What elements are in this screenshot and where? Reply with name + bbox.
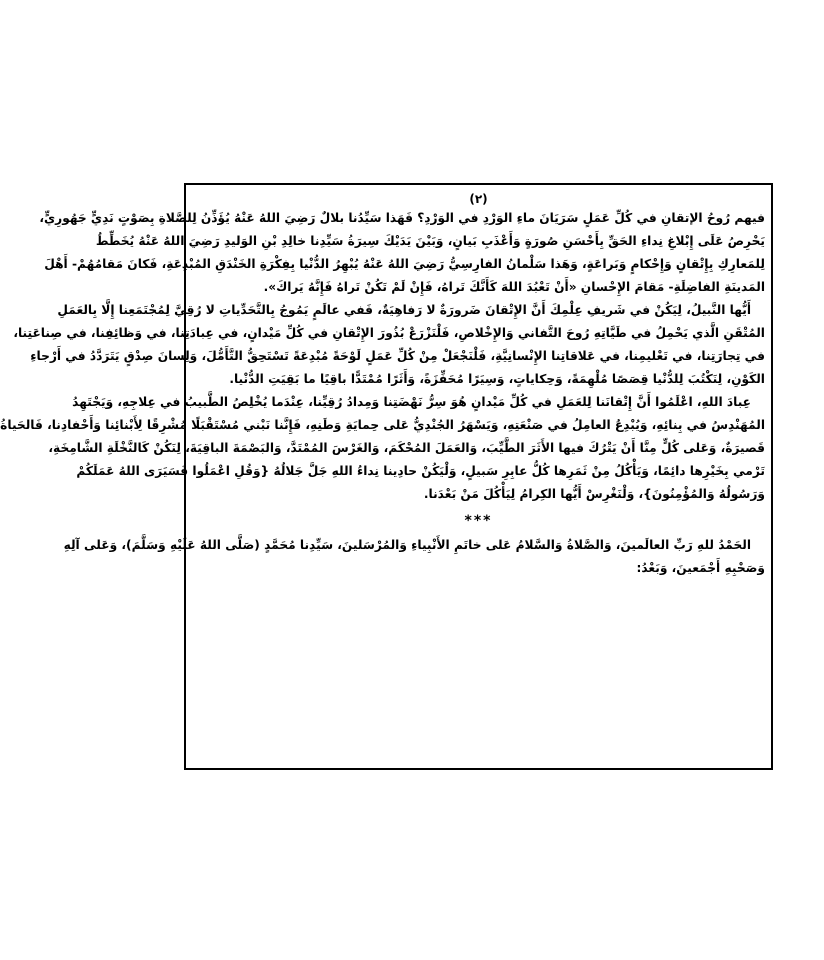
paragraph-2 xyxy=(13,299,765,391)
closing-paragraph xyxy=(63,534,765,580)
paragraph-1 xyxy=(39,207,765,299)
text-line: المَدينَةِ الفاضِلَةِ- مَقامَ الإِحْسانِ «أَنْ تَعْبُدَ اللهَ كَأَنَّكَ تَراهُ، فَإِنْ لَمْ تَكُنْ تَراهُ فَإِنَّهُ يَراكَ». xyxy=(263,280,765,294)
section-separator: *** xyxy=(464,513,493,529)
text-line: الكَوْنِ، لِنَكْتُبَ لِلدُّنْيا قِصَصًا مُلْهِمَةً، وَحِكاياتٍ، وَسِيَرًا مُحَفِّزَةً، وَأَثَرًا مُمْتَدًّا باقِيًا ما بَقِيَتِ الدُّنْيا. xyxy=(229,372,765,386)
text-line: الحَمْدُ للهِ رَبِّ العالَمينَ، وَالصَّلاةُ وَالسَّلامُ عَلى خاتَمِ الأَنْبِياءِ وَالمُرْسَلينَ، سَيِّدِنا مُحَمَّدٍ (صَلَّى اللهُ عَلَيْهِ وَسَلَّمَ)، وَعَلى آلِهِ xyxy=(63,538,751,552)
text-line: فيهم رُوحُ الإتقانِ في كُلِّ عَمَلٍ سَرَيَانَ ماءِ الوَرْدِ في الوَرْدِ؟ فَهَذا سَيِّدُنا بلالٌ رَضِيَ اللهُ عَنْهُ يُؤَذِّنُ لِلصَّلاةِ بِصَوْتٍ نَدِيٍّ جَهُورِيٍّ، xyxy=(39,211,765,225)
text-line: تَرْمي بِخَيْرِها دائِمًا، وَيَأْكُلُ مِنْ ثَمَرِها كُلُّ عابِرِ سَبيلٍ، وَلْيَكُنْ حادِينا نِداءُ اللهِ جَلَّ جَلالُهُ {وَقُلِ اعْمَلُوا فَسَيَرَى اللهُ عَمَلَكُمْ xyxy=(76,464,765,478)
text-line: وَرَسُولُهُ وَالمُؤْمِنُونَ}، وَلْنَغْرِسْ أَيُّها الكِرامُ لِيَأْكُلَ مَنْ بَعْدَنا. xyxy=(423,487,765,501)
text-line: أَيُّها النَّبيلُ، لِيَكُنْ في شَريفِ عِلْمِكَ أَنَّ الإِتْقانَ ضَرورَةٌ لا رَفاهِيَةٌ، فَفي عالَمٍ يَمُوجُ بِالتَّحَدِّياتِ لا رُقِيَّ لِمُجْتَمَعِنا إِلَّا بِالعَمَلِ xyxy=(57,303,751,317)
text-line: المُتْقَنِ الَّذي يَحْمِلُ في طَيَّاتِهِ رُوحَ التَّفاني وَالإِخْلاصِ، فَلْنَزْرَعْ بُذُورَ الإِتْقانِ في كُلِّ مَيْدانٍ، في عِبادَتِنا، في وَظائِفِنا، في صِناعَتِنا، xyxy=(13,326,765,340)
text-line: قَصيرَةٌ، وَعَلى كُلٍّ مِنَّا أَنْ يَتْرُكَ فيها الأَثَرَ الطَّيِّبَ، وَالعَمَلَ المُحْكَمَ، وَالغَرْسَ المُمْتَدَّ، وَالبَصْمَةَ الباقِيَةَ، لِنَكُنْ كَالنَّخْلَةِ الشَّامِخَةِ، xyxy=(48,441,765,455)
text-line: في تِجارَتِنا، في تَعْليمِنا، في عَلاقاتِنا الإِنْسانِيَّةِ، فَلْنَجْعَلْ مِنْ كُلِّ عَمَلٍ لَوْحَةً مُبْدِعَةً تَسْتَحِقُّ التَّأَمُّلَ، وَلِسانَ صِدْقٍ يَتَرَدَّدُ في أَرْجاءِ xyxy=(30,349,765,363)
text-line: يَحْرِصُ عَلَى إِبْلاغِ نِداءِ الحَقِّ بِأَحْسَنِ صُورَةٍ وَأَعْذَبِ بَيانٍ، وَبَيْنَ يَدَيْكَ سِيرَةُ سَيِّدِنا خالِدِ بْنِ الوَليدِ رَضِيَ اللهُ عَنْهُ يُخَطِّطُ xyxy=(95,234,765,248)
paragraph-3 xyxy=(0,391,765,506)
text-line: عِبادَ اللهِ، اعْلَمُوا أَنَّ إِتْقانَنا لِلعَمَلِ في كُلِّ مَيْدانٍ هُوَ سِرُّ نَهْضَتِنا وَمِدادُ رُقِيِّنا، عِنْدَما يُخْلِصُ الطَّبيبُ في عِلاجِهِ، وَيَجْتَهِدُ xyxy=(72,395,751,409)
text-line: وَصَحْبِهِ أَجْمَعينَ، وَبَعْدُ: xyxy=(636,561,765,575)
page-content xyxy=(0,207,765,580)
text-line: المُهَنْدِسُ في بِنائِهِ، وَيُبْدِعُ العامِلُ في صَنْعَتِهِ، وَيَسْهَرُ الجُنْدِيُّ عَلى حِمايَةِ وَطَنِهِ، فَإِنَّنا نَبْني مُسْتَقْبَلًا مُشْرِقًا لِأَبْنائِنا وَأَحْفادِنا، فَالحَياةُ xyxy=(0,418,765,432)
page-number: (٢) xyxy=(469,192,488,206)
page-frame xyxy=(0,183,773,770)
text-line: لِلمَعارِكِ بِإِتْقانٍ وَإِحْكامٍ وَبَراعَةٍ، وَهَذا سَلْمانُ الفارِسِيُّ رَضِيَ اللهُ عَنْهُ يُبْهِرُ الدُّنْيا بِفِكْرَةِ الخَنْدَقِ المُبْدِعَةِ، فَكانَ مَقامُهُمْ- أَهْلَ xyxy=(44,257,765,271)
